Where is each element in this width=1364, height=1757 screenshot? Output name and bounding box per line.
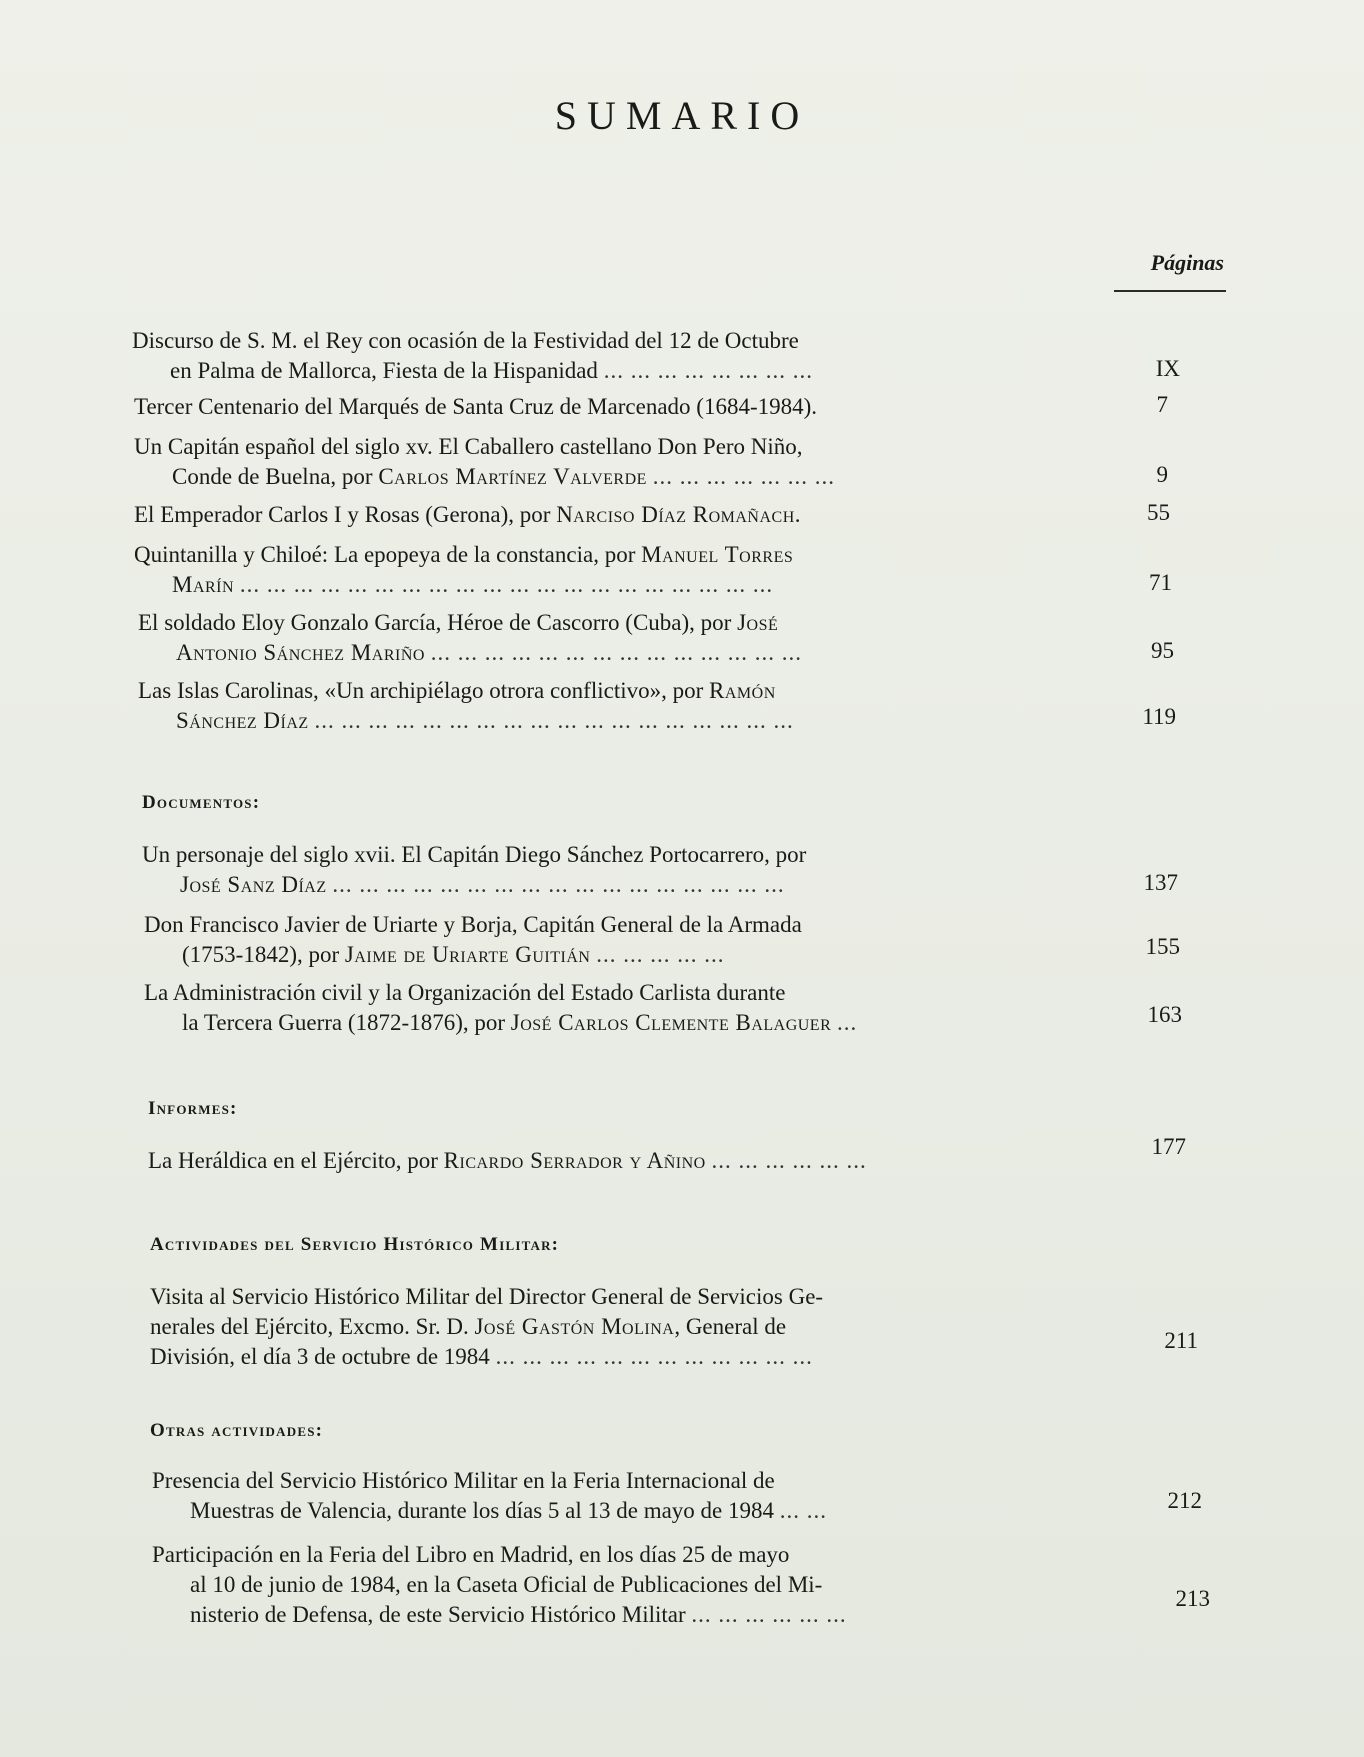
entry-text: la Tercera Guerra (1872-1876), por bbox=[182, 1010, 506, 1035]
author: Sánchez Díaz bbox=[176, 708, 309, 733]
entry-line: Participación en la Feria del Libro en Madrid, en los días 25 de mayo bbox=[152, 1542, 790, 1567]
entry-line bbox=[134, 570, 793, 600]
entry-line bbox=[150, 1342, 823, 1372]
entry-text: nerales del Ejército, Excmo. Sr. D. bbox=[150, 1314, 469, 1339]
entry-text: en Palma de Mallorca, Fiesta de la Hispanidad bbox=[170, 358, 598, 383]
page-number: 163 bbox=[1147, 1002, 1182, 1027]
toc-entry[interactable] bbox=[138, 676, 794, 736]
author: José Gastón Molina bbox=[474, 1314, 675, 1339]
page-number: 95 bbox=[1151, 638, 1174, 663]
toc-entry[interactable] bbox=[150, 1282, 823, 1372]
author: Marín bbox=[172, 572, 235, 597]
section-heading-actividades: Actividades del Servicio Histórico Militar: bbox=[150, 1234, 560, 1255]
page-number: 211 bbox=[1164, 1328, 1198, 1353]
page-number: 213 bbox=[1175, 1586, 1210, 1611]
entry-line: Un Capitán español del siglo xv. El Caballero castellano Don Pero Niño, bbox=[134, 434, 803, 459]
entry-text: , General de bbox=[674, 1314, 787, 1339]
author: Antonio Sánchez Mariño bbox=[176, 640, 425, 665]
toc-entry[interactable] bbox=[138, 608, 802, 668]
entry-line bbox=[148, 1146, 867, 1176]
author: Manuel Torres bbox=[641, 542, 794, 567]
entry-text: División, el día 3 de octubre de 1984 bbox=[150, 1344, 490, 1369]
entry-line bbox=[134, 500, 801, 530]
page-title: SUMARIO bbox=[554, 93, 810, 138]
toc-entry[interactable] bbox=[144, 978, 857, 1038]
author: José bbox=[737, 610, 779, 635]
toc-entry[interactable] bbox=[134, 432, 835, 492]
entry-line bbox=[132, 356, 813, 386]
author: Carlos Martínez Valverde bbox=[378, 464, 647, 489]
entry-line bbox=[142, 870, 806, 900]
leader-dots: ... ... ... ... ... ... bbox=[691, 1602, 847, 1627]
entry-line: Presencia del Servicio Histórico Militar en la Feria Internacional de bbox=[152, 1468, 775, 1493]
toc-entry[interactable] bbox=[134, 392, 817, 422]
page-number: 71 bbox=[1149, 570, 1172, 595]
entry-line bbox=[152, 1496, 827, 1526]
toc-entry[interactable] bbox=[148, 1146, 867, 1176]
author: Ricardo Serrador y Añino bbox=[443, 1148, 706, 1173]
entry-line bbox=[138, 638, 802, 668]
page-number: 137 bbox=[1143, 870, 1178, 895]
entry-line: Un personaje del siglo xvii. El Capitán Diego Sánchez Portocarrero, por bbox=[142, 842, 807, 867]
entry-text: (1753-1842), por bbox=[182, 942, 340, 967]
entry-line: Tercer Centenario del Marqués de Santa Cruz de Marcenado (1684-1984). bbox=[134, 394, 818, 419]
entry-line: La Administración civil y la Organización del Estado Carlista durante bbox=[144, 980, 786, 1005]
page-number: 55 bbox=[1147, 500, 1170, 525]
section-heading-informes: Informes: bbox=[148, 1098, 238, 1119]
entry-text: El Emperador Carlos I y Rosas (Gerona), por bbox=[134, 502, 551, 527]
page-number: 177 bbox=[1151, 1134, 1186, 1159]
entry-line bbox=[144, 940, 802, 970]
entry-line bbox=[152, 1600, 847, 1630]
toc-entry[interactable] bbox=[134, 500, 801, 530]
entry-text: Conde de Buelna, por bbox=[172, 464, 373, 489]
entry-line bbox=[138, 608, 802, 638]
leader-dots: ... ... ... ... ... ... ... bbox=[652, 464, 835, 489]
pages-column-header: Páginas bbox=[1150, 250, 1224, 275]
toc-entry[interactable] bbox=[152, 1540, 847, 1630]
entry-line bbox=[150, 1312, 823, 1342]
toc-entry[interactable] bbox=[152, 1466, 827, 1526]
entry-line: Visita al Servicio Histórico Militar del Director General de Servicios Ge- bbox=[150, 1284, 824, 1309]
author: José Sanz Díaz bbox=[180, 872, 327, 897]
page-number: 119 bbox=[1142, 704, 1176, 729]
toc-entry[interactable] bbox=[134, 540, 793, 600]
leader-dots: ... ... ... ... ... ... ... ... bbox=[603, 358, 813, 383]
entry-line bbox=[138, 676, 794, 706]
leader-dots: ... ... bbox=[779, 1498, 828, 1523]
entry-text: Quintanilla y Chiloé: La epopeya de la constancia, por bbox=[134, 542, 636, 567]
leader-dots: ... ... ... ... ... ... ... ... ... ... ... ... ... ... ... ... ... ... ... ... bbox=[239, 572, 774, 597]
author: Jaime de Uriarte Guitián bbox=[344, 942, 591, 967]
leader-dots: ... ... ... ... ... bbox=[596, 942, 725, 967]
author: José Carlos Clemente Balaguer bbox=[510, 1010, 832, 1035]
entry-text: nisterio de Defensa, de este Servicio Histórico Militar bbox=[190, 1602, 686, 1627]
section-heading-otras: Otras actividades: bbox=[150, 1420, 324, 1441]
entry-line bbox=[144, 1008, 857, 1038]
entry-line bbox=[134, 462, 835, 492]
author: Narciso Díaz Romañach. bbox=[556, 502, 802, 527]
toc-entry[interactable] bbox=[132, 326, 813, 386]
entry-line bbox=[138, 706, 794, 736]
entry-text: Las Islas Carolinas, «Un archipiélago otrora conflictivo», por bbox=[138, 678, 704, 703]
entry-text: Muestras de Valencia, durante los días 5 al 13 de mayo de 1984 bbox=[190, 1498, 775, 1523]
header-rule bbox=[1114, 290, 1226, 292]
page-number: 155 bbox=[1145, 934, 1180, 959]
toc-entry[interactable] bbox=[142, 840, 806, 900]
page-number: 9 bbox=[1156, 462, 1168, 487]
page-number: 212 bbox=[1167, 1488, 1202, 1513]
leader-dots: ... ... ... ... ... ... ... ... ... ... ... ... bbox=[495, 1344, 813, 1369]
entry-line: al 10 de junio de 1984, en la Caseta Oficial de Publicaciones del Mi- bbox=[190, 1572, 823, 1597]
page-number: IX bbox=[1155, 356, 1180, 381]
toc-entry[interactable] bbox=[144, 910, 802, 970]
page-number: 7 bbox=[1156, 392, 1168, 417]
entry-line: Don Francisco Javier de Uriarte y Borja, Capitán General de la Armada bbox=[144, 912, 802, 937]
author: Ramón bbox=[709, 678, 776, 703]
entry-text: El soldado Eloy Gonzalo García, Héroe de Cascorro (Cuba), por bbox=[138, 610, 732, 635]
entry-line: Discurso de S. M. el Rey con ocasión de la Festividad del 12 de Octubre bbox=[132, 328, 799, 353]
entry-text: La Heráldica en el Ejército, por bbox=[148, 1148, 438, 1173]
leader-dots: ... ... ... ... ... ... ... ... ... ... ... ... ... ... ... ... ... bbox=[332, 872, 785, 897]
leader-dots: ... ... ... ... ... ... bbox=[711, 1148, 867, 1173]
section-heading-documentos: Documentos: bbox=[142, 792, 261, 813]
leader-dots: ... bbox=[837, 1010, 858, 1035]
entry-line bbox=[134, 540, 793, 570]
leader-dots: ... ... ... ... ... ... ... ... ... ... ... ... ... ... ... ... ... ... bbox=[314, 708, 794, 733]
leader-dots: ... ... ... ... ... ... ... ... ... ... ... ... ... ... bbox=[430, 640, 802, 665]
